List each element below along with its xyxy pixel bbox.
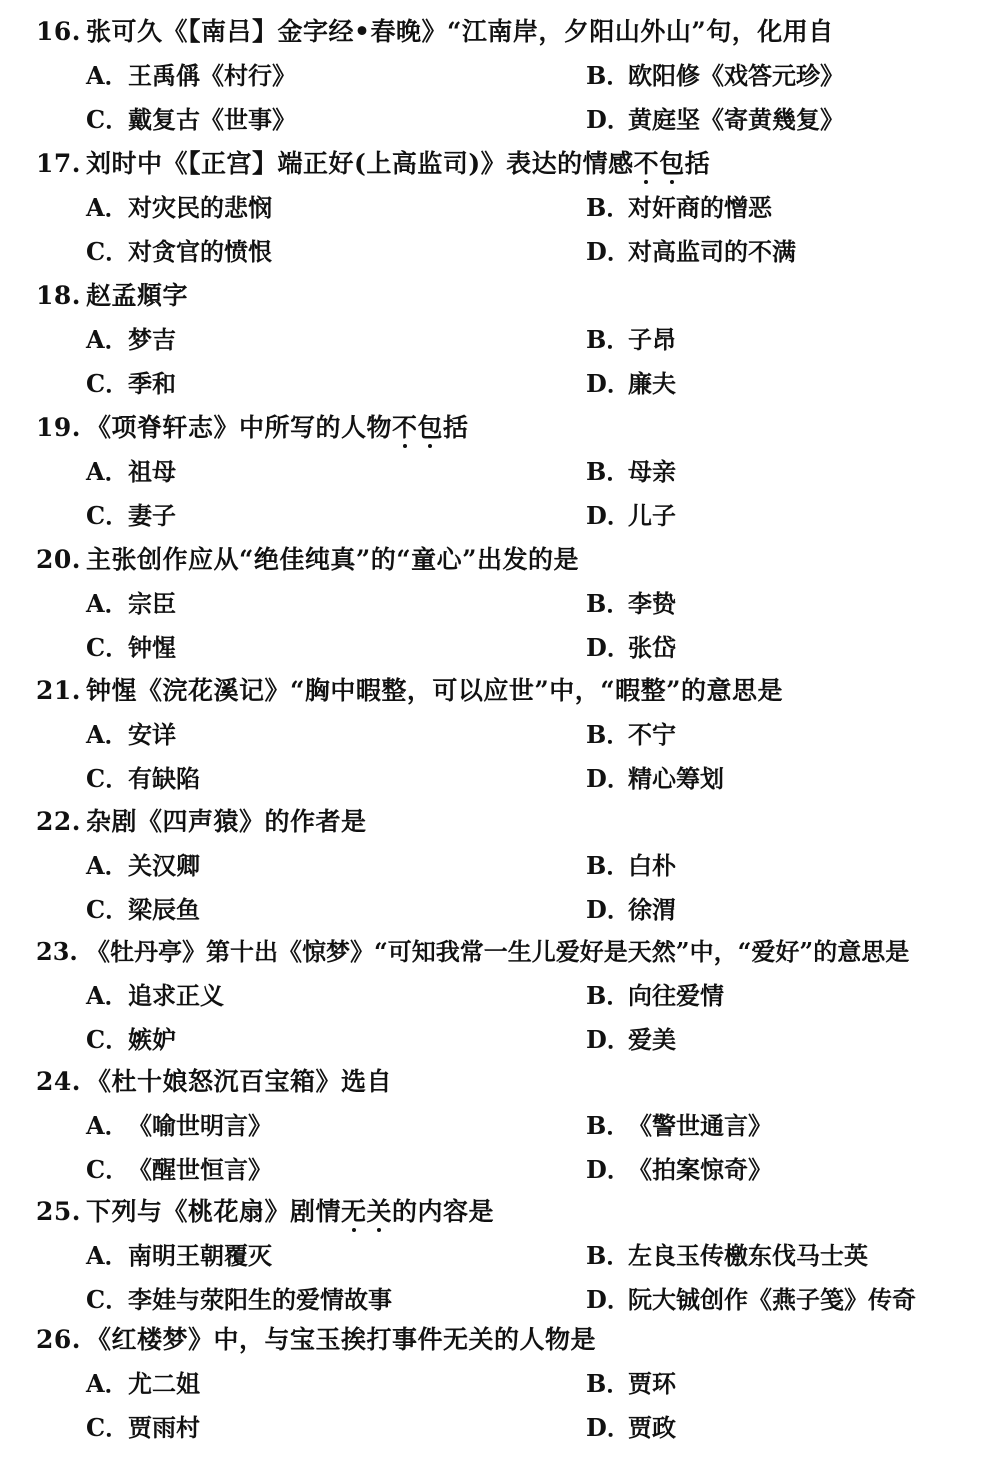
- option-letter: C．: [86, 237, 130, 266]
- option-letter: B．: [586, 589, 631, 618]
- option-text: 有缺陷: [128, 764, 200, 793]
- option-letter: A．: [86, 1369, 129, 1398]
- option-a: [86, 713, 176, 757]
- emphasis-char: 包: [659, 142, 685, 186]
- option-b: [586, 1104, 772, 1148]
- question-stem: [36, 930, 986, 974]
- option-text: 尤二姐: [128, 1369, 200, 1398]
- option-text: 欧阳修《戏答元珍》: [628, 61, 844, 90]
- option-text: 季和: [128, 369, 176, 398]
- question-16: [36, 10, 986, 142]
- option-text: 向往爱情: [628, 981, 724, 1010]
- option-d: [586, 888, 676, 932]
- option-text: 贾环: [628, 1369, 676, 1398]
- question-number: 23.: [36, 937, 78, 966]
- emphasis-char: 无: [341, 1190, 367, 1234]
- option-text: 《拍案惊奇》: [628, 1155, 772, 1184]
- option-letter: A．: [86, 720, 129, 749]
- option-b: [586, 1234, 868, 1278]
- option-d: [586, 757, 724, 801]
- question-stem: [36, 142, 986, 186]
- option-letter: B．: [586, 457, 631, 486]
- option-a: [86, 1362, 200, 1406]
- options: [36, 974, 986, 1062]
- option-letter: D．: [586, 501, 631, 530]
- question-17: [36, 142, 986, 274]
- option-a: [86, 318, 176, 362]
- option-letter: B．: [586, 1111, 631, 1140]
- emphasis-char: 不: [392, 406, 418, 450]
- option-letter: B．: [586, 981, 631, 1010]
- option-text: 儿子: [628, 501, 676, 530]
- option-letter: D．: [586, 895, 631, 924]
- question-text: 钟惺《浣花溪记》“胸中暇整，可以应世”中，“暇整”的意思是: [86, 676, 784, 705]
- question-text-end: 括: [443, 413, 469, 442]
- question-23: [36, 930, 986, 1062]
- option-letter: C．: [86, 1025, 130, 1054]
- option-c: [86, 494, 176, 538]
- question-number: 24.: [36, 1067, 81, 1096]
- option-text: 母亲: [628, 457, 676, 486]
- option-text: 安详: [128, 720, 176, 749]
- option-text: 戴复古《世事》: [128, 105, 296, 134]
- option-text: 嫉妒: [128, 1025, 176, 1054]
- options: [36, 450, 986, 538]
- question-stem: [36, 274, 986, 318]
- question-text: 刘时中《【正宫】端正好(上高监司)》表达的情感: [86, 149, 634, 178]
- question-21: [36, 669, 986, 801]
- option-letter: A．: [86, 325, 129, 354]
- option-text: 《醒世恒言》: [128, 1155, 272, 1184]
- option-letter: B．: [586, 851, 631, 880]
- emphasis-char: 包: [418, 406, 444, 450]
- option-text: 妻子: [128, 501, 176, 530]
- option-text: 宗臣: [128, 589, 176, 618]
- question-text: 《牡丹亭》第十出《惊梦》“可知我常一生儿爱好是天然”中，“爱好”的意思是: [86, 937, 910, 966]
- option-text: 李贽: [628, 589, 676, 618]
- question-25: [36, 1190, 986, 1322]
- question-text: 《红楼梦》中，与宝玉挨打事件无关的人物是: [86, 1325, 597, 1354]
- question-text: 主张创作应从“绝佳纯真”的“童心”出发的是: [86, 545, 580, 574]
- option-letter: C．: [86, 501, 130, 530]
- option-a: [86, 1234, 272, 1278]
- question-stem: [36, 1318, 986, 1362]
- option-d: [586, 1148, 772, 1192]
- option-text: 白朴: [628, 851, 676, 880]
- option-text: 祖母: [128, 457, 176, 486]
- question-stem: [36, 800, 986, 844]
- option-letter: A．: [86, 1241, 129, 1270]
- option-text: 左良玉传檄东伐马士英: [628, 1241, 868, 1270]
- option-letter: C．: [86, 633, 130, 662]
- options: [36, 1362, 986, 1450]
- question-number: 17.: [36, 149, 81, 178]
- options: [36, 713, 986, 801]
- option-letter: B．: [586, 193, 631, 222]
- option-letter: B．: [586, 61, 631, 90]
- option-letter: A．: [86, 61, 129, 90]
- option-letter: D．: [586, 1155, 631, 1184]
- question-stem: [36, 669, 986, 713]
- option-a: [86, 844, 200, 888]
- option-letter: C．: [86, 895, 130, 924]
- question-stem: [36, 10, 986, 54]
- option-d: [586, 494, 676, 538]
- question-number: 18.: [36, 281, 81, 310]
- option-d: [586, 230, 796, 274]
- option-letter: C．: [86, 764, 130, 793]
- option-text: 《警世通言》: [628, 1111, 772, 1140]
- option-letter: C．: [86, 369, 130, 398]
- options: [36, 1234, 986, 1322]
- option-letter: D．: [586, 764, 631, 793]
- option-d: [586, 362, 676, 406]
- option-c: [86, 1148, 272, 1192]
- options: [36, 582, 986, 670]
- question-text: 赵孟頫字: [86, 281, 189, 310]
- option-a: [86, 1104, 272, 1148]
- option-text: 子昂: [628, 325, 676, 354]
- option-c: [86, 888, 200, 932]
- option-a: [86, 450, 176, 494]
- option-letter: A．: [86, 981, 129, 1010]
- option-b: [586, 1362, 676, 1406]
- option-text: 对贪官的愤恨: [128, 237, 272, 266]
- option-text: 王禹偁《村行》: [128, 61, 296, 90]
- option-letter: D．: [586, 1025, 631, 1054]
- option-letter: A．: [86, 193, 129, 222]
- question-text: 张可久《【南吕】金字经•春晚》“江南岸，夕阳山外山”句，化用自: [86, 17, 834, 46]
- option-b: [586, 186, 772, 230]
- question-26: [36, 1318, 986, 1450]
- question-stem: [36, 1060, 986, 1104]
- option-text: 不宁: [628, 720, 676, 749]
- option-b: [586, 974, 724, 1018]
- option-c: [86, 230, 272, 274]
- option-b: [586, 318, 676, 362]
- option-letter: D．: [586, 1413, 631, 1442]
- question-text-end: 括: [684, 149, 711, 178]
- question-stem: [36, 1190, 986, 1234]
- option-c: [86, 1278, 392, 1322]
- option-c: [86, 362, 176, 406]
- options: [36, 844, 986, 932]
- option-a: [86, 186, 272, 230]
- option-letter: D．: [586, 369, 631, 398]
- option-c: [86, 1406, 200, 1450]
- option-text: 南明王朝覆灭: [128, 1241, 272, 1270]
- option-c: [86, 757, 200, 801]
- option-a: [86, 54, 296, 98]
- option-letter: B．: [586, 720, 631, 749]
- option-letter: B．: [586, 1241, 631, 1270]
- option-text: 梁辰鱼: [128, 895, 200, 924]
- option-c: [86, 1018, 176, 1062]
- option-text: 黄庭坚《寄黄幾复》: [628, 105, 844, 134]
- question-text-end: 的内容是: [392, 1197, 495, 1226]
- question-stem: [36, 406, 986, 450]
- option-text: 精心筹划: [628, 764, 724, 793]
- emphasis-char: 关: [367, 1190, 393, 1234]
- option-b: [586, 844, 676, 888]
- option-d: [586, 1406, 676, 1450]
- option-letter: A．: [86, 851, 129, 880]
- option-text: 对高监司的不满: [628, 237, 796, 266]
- question-number: 16.: [36, 17, 81, 46]
- option-text: 李娃与荥阳生的爱情故事: [128, 1285, 392, 1314]
- option-letter: A．: [86, 1111, 129, 1140]
- option-b: [586, 713, 676, 757]
- option-text: 追求正义: [128, 981, 224, 1010]
- option-b: [586, 450, 676, 494]
- option-b: [586, 582, 676, 626]
- option-text: 贾雨村: [128, 1413, 200, 1442]
- option-text: 徐渭: [628, 895, 676, 924]
- question-number: 26.: [36, 1325, 81, 1354]
- option-a: [86, 974, 224, 1018]
- question-text: 《杜十娘怒沉百宝箱》选自: [86, 1067, 393, 1096]
- option-c: [86, 626, 176, 670]
- option-text: 廉夫: [628, 369, 676, 398]
- option-text: 梦吉: [128, 325, 176, 354]
- option-letter: B．: [586, 325, 631, 354]
- option-letter: D．: [586, 237, 631, 266]
- option-d: [586, 1018, 676, 1062]
- option-text: 《喻世明言》: [128, 1111, 272, 1140]
- option-text: 对奸商的憎恶: [628, 193, 772, 222]
- question-text: 《项脊轩志》中所写的人物: [86, 413, 393, 442]
- option-letter: B．: [586, 1369, 631, 1398]
- option-d: [586, 98, 844, 142]
- question-19: [36, 406, 986, 538]
- emphasis-char: 不: [634, 142, 660, 186]
- option-letter: D．: [586, 1285, 631, 1314]
- question-24: [36, 1060, 986, 1192]
- question-22: [36, 800, 986, 932]
- option-letter: A．: [86, 589, 129, 618]
- question-number: 21.: [36, 676, 81, 705]
- option-text: 张岱: [628, 633, 676, 662]
- options: [36, 318, 986, 406]
- question-18: [36, 274, 986, 406]
- option-text: 钟惺: [128, 633, 176, 662]
- option-letter: D．: [586, 105, 631, 134]
- option-text: 对灾民的悲悯: [128, 193, 272, 222]
- option-b: [586, 54, 844, 98]
- option-text: 贾政: [628, 1413, 676, 1442]
- option-text: 阮大铖创作《燕子笺》传奇: [628, 1285, 916, 1314]
- options: [36, 186, 986, 274]
- question-number: 22.: [36, 807, 81, 836]
- option-text: 关汉卿: [128, 851, 200, 880]
- option-letter: A．: [86, 457, 129, 486]
- question-text: 下列与《桃花扇》剧情: [86, 1197, 342, 1226]
- option-letter: D．: [586, 633, 631, 662]
- option-letter: C．: [86, 1413, 130, 1442]
- option-d: [586, 626, 676, 670]
- option-letter: C．: [86, 1285, 130, 1314]
- option-letter: C．: [86, 1155, 130, 1184]
- option-d: [586, 1278, 916, 1322]
- question-text: 杂剧《四声猿》的作者是: [86, 807, 367, 836]
- question-stem: [36, 538, 986, 582]
- question-number: 20.: [36, 545, 81, 574]
- option-a: [86, 582, 176, 626]
- option-letter: C．: [86, 105, 130, 134]
- question-20: [36, 538, 986, 670]
- question-number: 25.: [36, 1197, 81, 1226]
- option-c: [86, 98, 296, 142]
- options: [36, 54, 986, 142]
- question-number: 19.: [36, 413, 81, 442]
- option-text: 爱美: [628, 1025, 676, 1054]
- options: [36, 1104, 986, 1192]
